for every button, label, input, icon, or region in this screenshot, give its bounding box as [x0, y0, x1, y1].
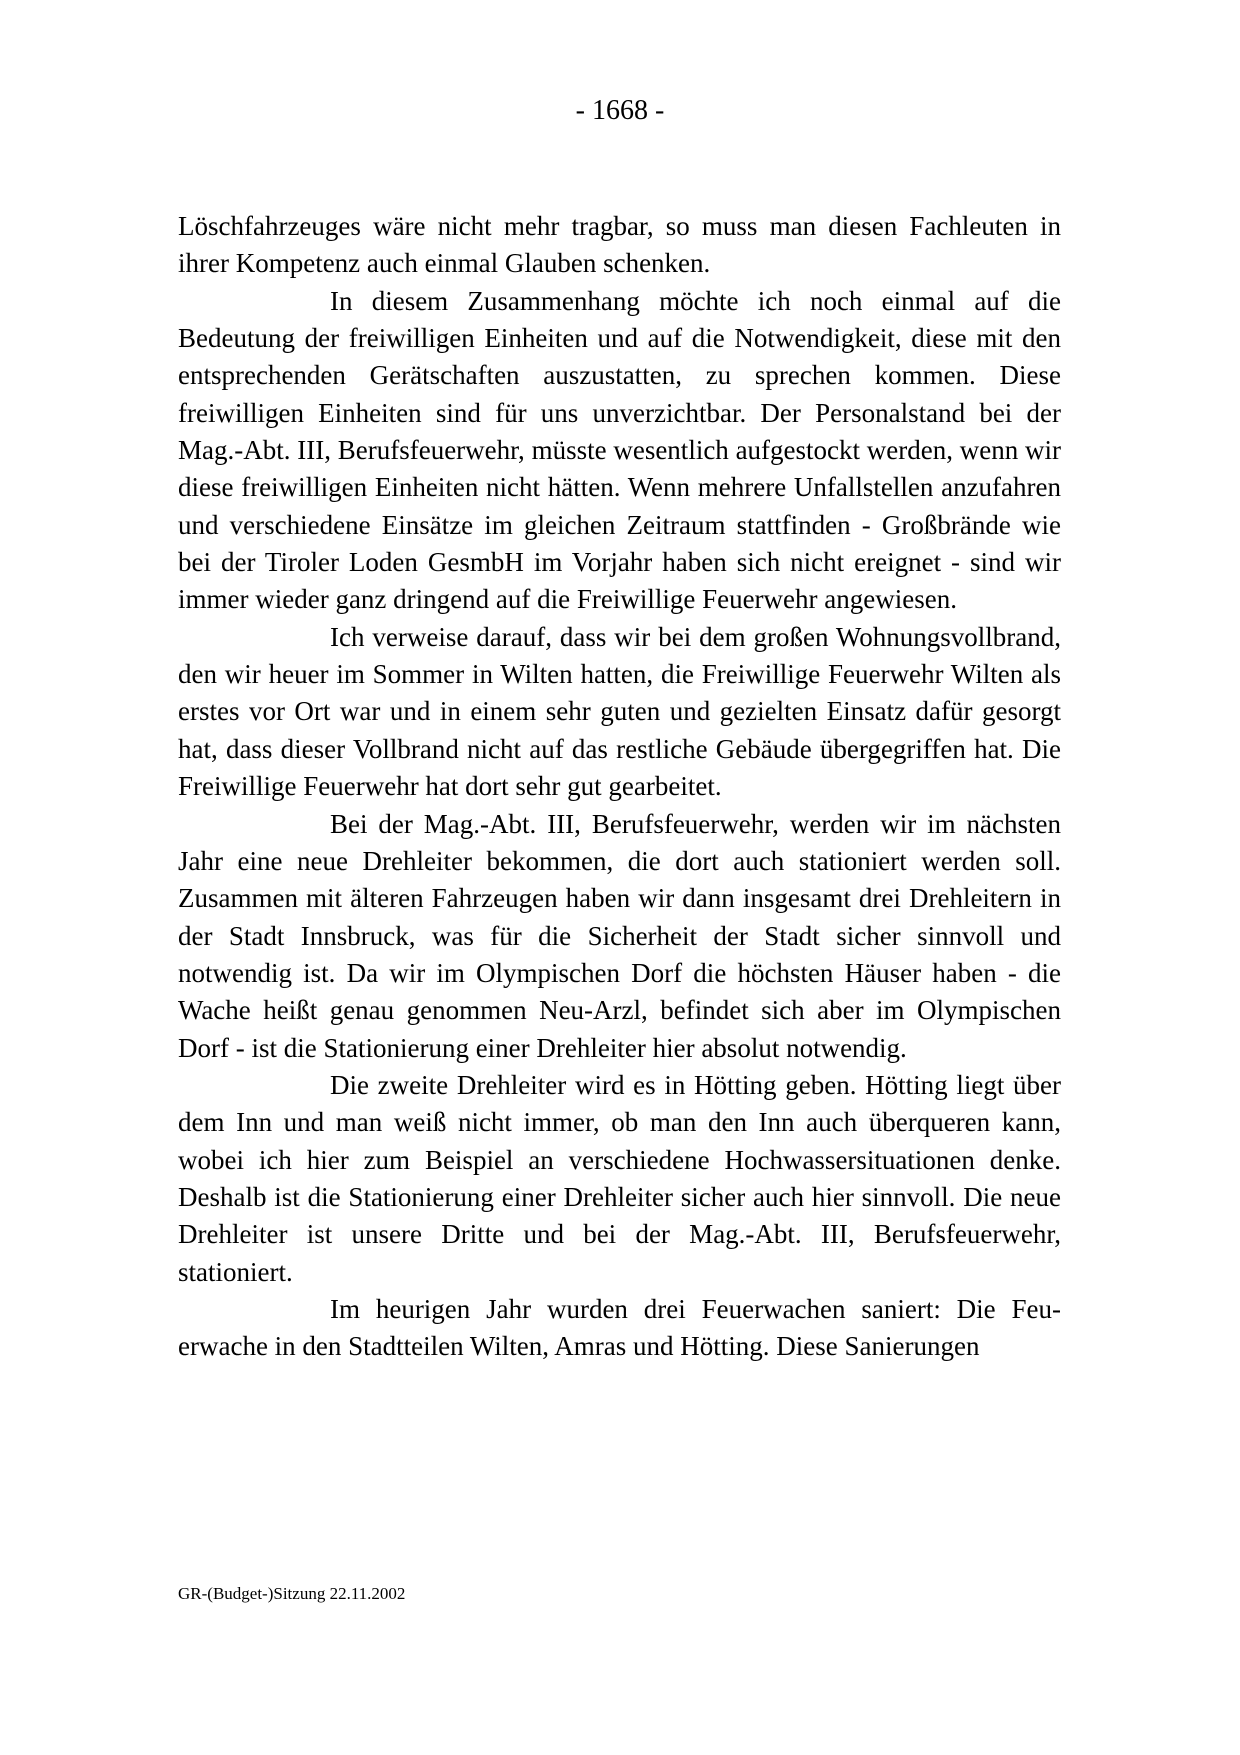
paragraph: Im heurigen Jahr wurden drei Feuerwachen saniert: Die Feuerwache in den Stadtteilen Wilten, Amras und Hötting. Diese Sanierungen [178, 1293, 1061, 1362]
body-text [178, 208, 1061, 1366]
paragraph: Ich verweise darauf, dass wir bei dem großen Wohnungsvollbrand, den wir heuer im Sommer in Wilten hatten, die Freiwillige Feuerwehr Wilten als erstes vor Ort war und in einem sehr guten und gezielten Einsatz dafür gesorgt hat, dass dieser Vollbrand nicht auf das restliche Gebäude übergegriffen hat. Die Freiwillige Feuerwehr hat dort sehr gut gearbeitet. [178, 621, 1061, 802]
paragraph: In diesem Zusammenhang möchte ich noch einmal auf die Bedeutung der freiwilligen Einheiten und auf die Notwendigkeit, diese mit den entsprechenden Gerätschaften auszustatten, zu sprechen kommen. Diese freiwilligen Einheiten sind für uns unverzichtbar. Der Personalstand bei der Mag.-Abt. III, Berufsfeuerwehr, müsste wesentlich aufgestockt werden, wenn wir diese freiwilligen Einheiten nicht hätten. Wenn mehrere Unfallstellen anzufahren und verschiedene Einsätze im gleichen Zeitraum stattfinden - Großbrände wie bei der Tiroler Loden GesmbH im Vorjahr haben sich nicht ereignet - sind wir immer wieder ganz dringend auf die Freiwillige Feuerwehr angewiesen. [178, 285, 1061, 615]
footer-session-date: GR-(Budget-)Sitzung 22.11.2002 [178, 1584, 406, 1603]
paragraph: Löschfahrzeuges wäre nicht mehr tragbar, so muss man diesen Fachleuten in ihrer Kompetenz auch einmal Glauben schenken. [178, 211, 1061, 279]
paragraph: Bei der Mag.-Abt. III, Berufsfeuerwehr, werden wir im nächsten Jahr eine neue Drehleiter bekommen, die dort auch stationiert werden soll. Zusammen mit älteren Fahrzeugen haben wir dann insgesamt drei Drehleitern in der Stadt Innsbruck, was für die Sicherheit der Stadt sicher sinnvoll und notwendig ist. Da wir im Olympischen Dorf die höchsten Häuser haben - die Wache heißt genau genommen Neu-Arzl, befindet sich aber im Olympischen Dorf - ist die Stationierung einer Drehleiter hier absolut notwendig. [178, 808, 1061, 1063]
page-number: - 1668 - [575, 95, 665, 126]
paragraph: Die zweite Drehleiter wird es in Hötting geben. Hötting liegt über dem Inn und man weiß nicht immer, ob man den Inn auch überqueren kann, wobei ich hier zum Beispiel an verschiedene Hochwassersituationen denke. Deshalb ist die Stationierung einer Drehleiter sicher auch hier sinnvoll. Die neue Drehleiter ist unsere Dritte und bei der Mag.-Abt. III, Berufsfeuerwehr, stationiert. [178, 1069, 1061, 1287]
